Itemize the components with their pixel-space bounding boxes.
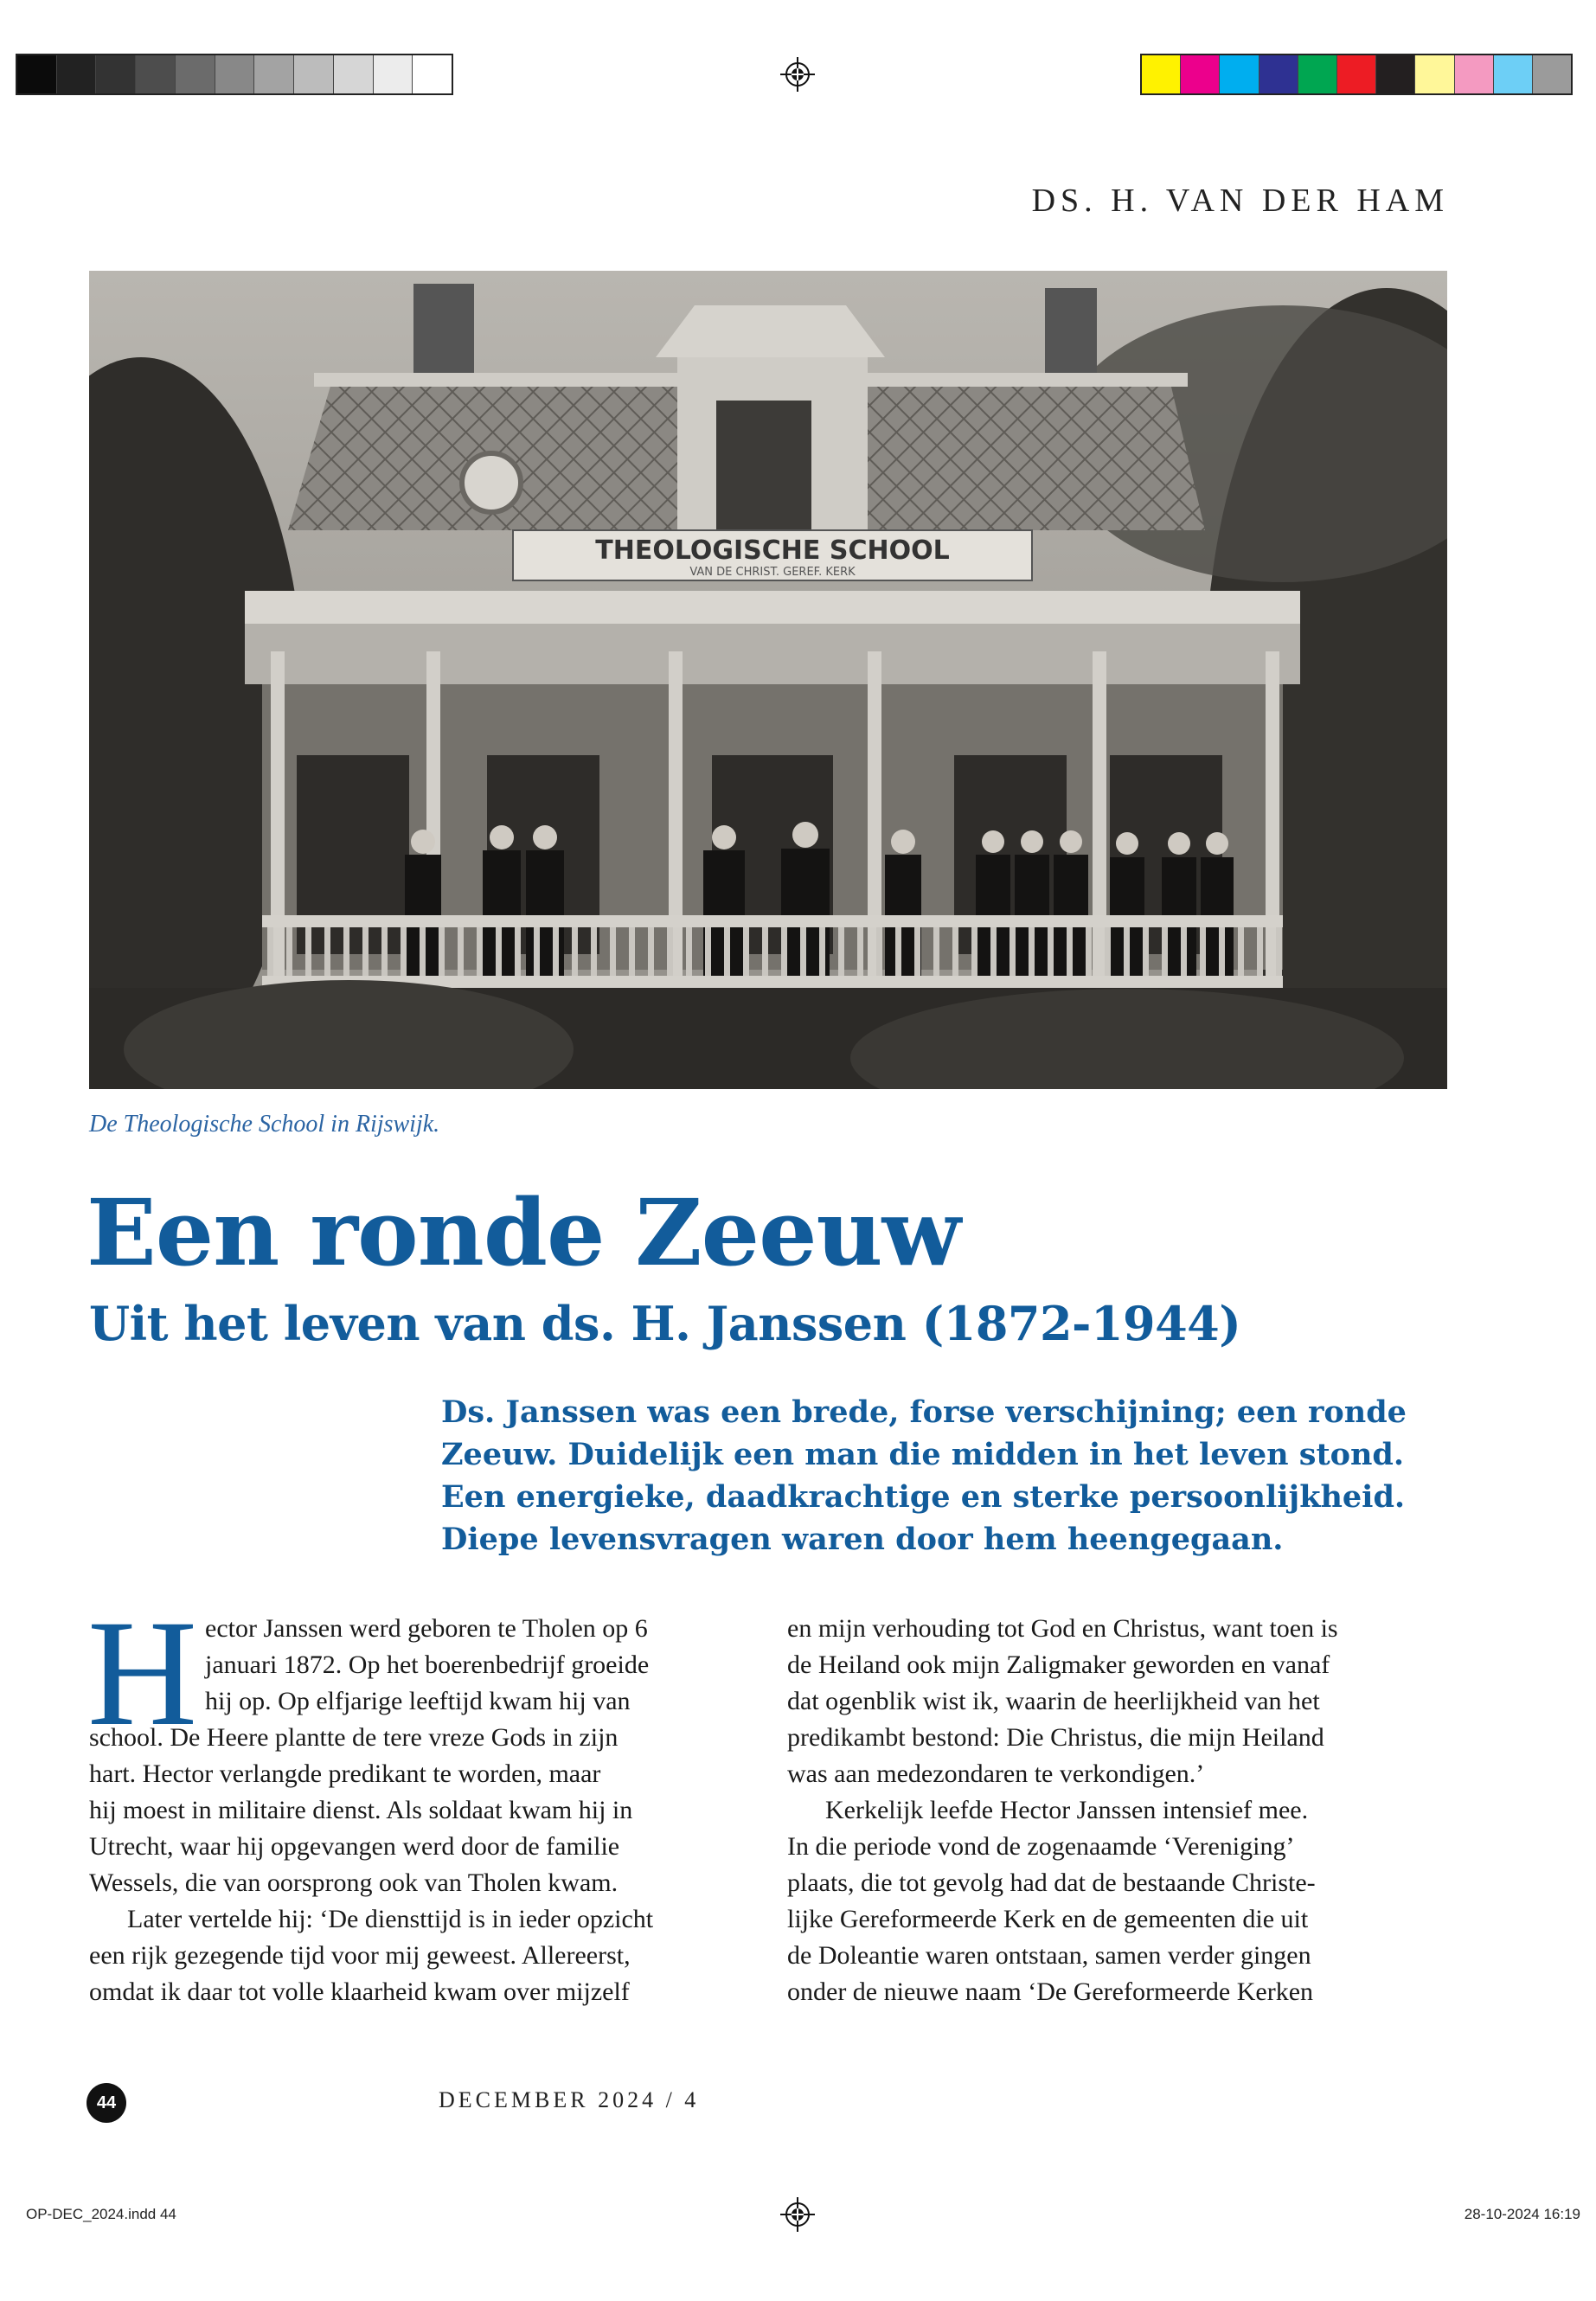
running-head-author: DS. H. VAN DER HAM <box>1031 183 1449 219</box>
body-line: onder de nieuwe naam ‘De Gereformeerde Kerken <box>787 1977 1314 2006</box>
intro-line: Diepe levensvragen waren door hem heengegaan. <box>441 1522 1284 1557</box>
body-line: januari 1872. Op het boerenbedrijf groeide <box>205 1650 650 1679</box>
calibration-swatch <box>1455 55 1494 93</box>
calibration-swatch <box>1533 55 1571 93</box>
body-line: dat ogenblik wist ik, waarin de heerlijkheid van het <box>787 1687 1320 1715</box>
calibration-swatch <box>1415 55 1454 93</box>
body-line: hij moest in militaire dienst. Als soldaat kwam hij in <box>89 1796 633 1824</box>
body-line: plaats, die tot gevolg had dat de bestaande Christe- <box>787 1868 1316 1897</box>
body-line: een rijk gezegende tijd voor mij geweest. Allereerst, <box>89 1941 631 1970</box>
gray-calibration-bar <box>16 54 453 95</box>
body-line: Kerkelijk leefde Hector Janssen intensief mee. <box>825 1796 1309 1824</box>
body-line: ector Janssen werd geboren te Tholen op 6 <box>205 1614 648 1643</box>
intro-line: Een energieke, daadkrachtige en sterke persoonlijkheid. <box>441 1479 1406 1515</box>
slug-file-info: OP-DEC_2024.indd 44 <box>26 2206 176 2222</box>
body-line: hart. Hector verlangde predikant te worden, maar <box>89 1759 601 1788</box>
calibration-swatch <box>1181 55 1220 93</box>
calibration-swatch <box>254 55 294 93</box>
body-line: Wessels, die van oorsprong ook van Tholen kwam. <box>89 1868 619 1897</box>
calibration-swatch <box>334 55 374 93</box>
registration-mark-icon <box>780 2197 815 2232</box>
calibration-swatch <box>96 55 136 93</box>
calibration-swatch <box>1220 55 1259 93</box>
page-number-badge: 44 <box>87 2083 126 2123</box>
body-line: hij op. Op elfjarige leeftijd kwam hij van <box>205 1687 631 1715</box>
calibration-swatch <box>413 55 452 93</box>
body-line: de Heiland ook mijn Zaligmaker geworden en vanaf <box>787 1650 1330 1679</box>
body-line: en mijn verhouding tot God en Christus, want toen is <box>787 1614 1338 1643</box>
calibration-swatch <box>176 55 215 93</box>
calibration-swatch <box>1142 55 1181 93</box>
calibration-swatch <box>215 55 255 93</box>
body-line: predikambt bestond: Die Christus, die mijn Heiland <box>787 1723 1324 1752</box>
calibration-swatch <box>17 55 57 93</box>
calibration-swatch <box>1376 55 1415 93</box>
calibration-swatch <box>57 55 97 93</box>
body-line: de Doleantie waren ontstaan, samen verder gingen <box>787 1941 1311 1970</box>
body-line: was aan medezondaren te verkondigen.’ <box>787 1759 1205 1788</box>
calibration-swatch <box>1259 55 1298 93</box>
body-line: omdat ik daar tot volle klaarheid kwam over mijzelf <box>89 1977 630 2006</box>
article-title: Een ronde Zeeuw <box>87 1178 960 1286</box>
issue-label: DECEMBER 2024 / 4 <box>439 2087 700 2112</box>
body-column-left <box>87 1589 755 2010</box>
body-line: Later vertelde hij: ‘De diensttijd is in ieder opzicht <box>127 1905 654 1933</box>
body-line: In die periode vond de zogenaamde ‘Vereniging’ <box>787 1832 1295 1861</box>
article-intro <box>441 1391 1479 1561</box>
calibration-swatch <box>1298 55 1337 93</box>
calibration-swatch <box>136 55 176 93</box>
calibration-swatch <box>1494 55 1533 93</box>
intro-line: Zeeuw. Duidelijk een man die midden in het leven stond. <box>441 1437 1405 1472</box>
slug-date-time: 28-10-2024 16:19 <box>1464 2206 1580 2222</box>
body-column-right <box>787 1611 1462 2010</box>
article-subtitle: Uit het leven van ds. H. Janssen (1872-1944) <box>89 1296 1241 1351</box>
body-line: Utrecht, waar hij opgevangen werd door de familie <box>89 1832 620 1861</box>
dropcap-letter: H <box>87 1589 198 1758</box>
calibration-swatch <box>294 55 334 93</box>
calibration-swatch <box>1337 55 1376 93</box>
intro-line: Ds. Janssen was een brede, forse verschijning; een ronde <box>441 1394 1407 1430</box>
photo-theological-school <box>89 271 1447 1089</box>
registration-mark-icon <box>780 57 815 92</box>
photo-sign-subtext: VAN DE CHRIST. GEREF. KERK <box>689 566 856 579</box>
body-line: lijke Gereformeerde Kerk en de gemeenten die uit <box>787 1905 1309 1933</box>
body-line: school. De Heere plantte de tere vreze Gods in zijn <box>89 1723 619 1752</box>
photo-caption: De Theologische School in Rijswijk. <box>89 1111 440 1138</box>
color-calibration-bar <box>1140 54 1573 95</box>
photo-sign-text: THEOLOGISCHE SCHOOL <box>595 535 950 566</box>
calibration-swatch <box>374 55 413 93</box>
